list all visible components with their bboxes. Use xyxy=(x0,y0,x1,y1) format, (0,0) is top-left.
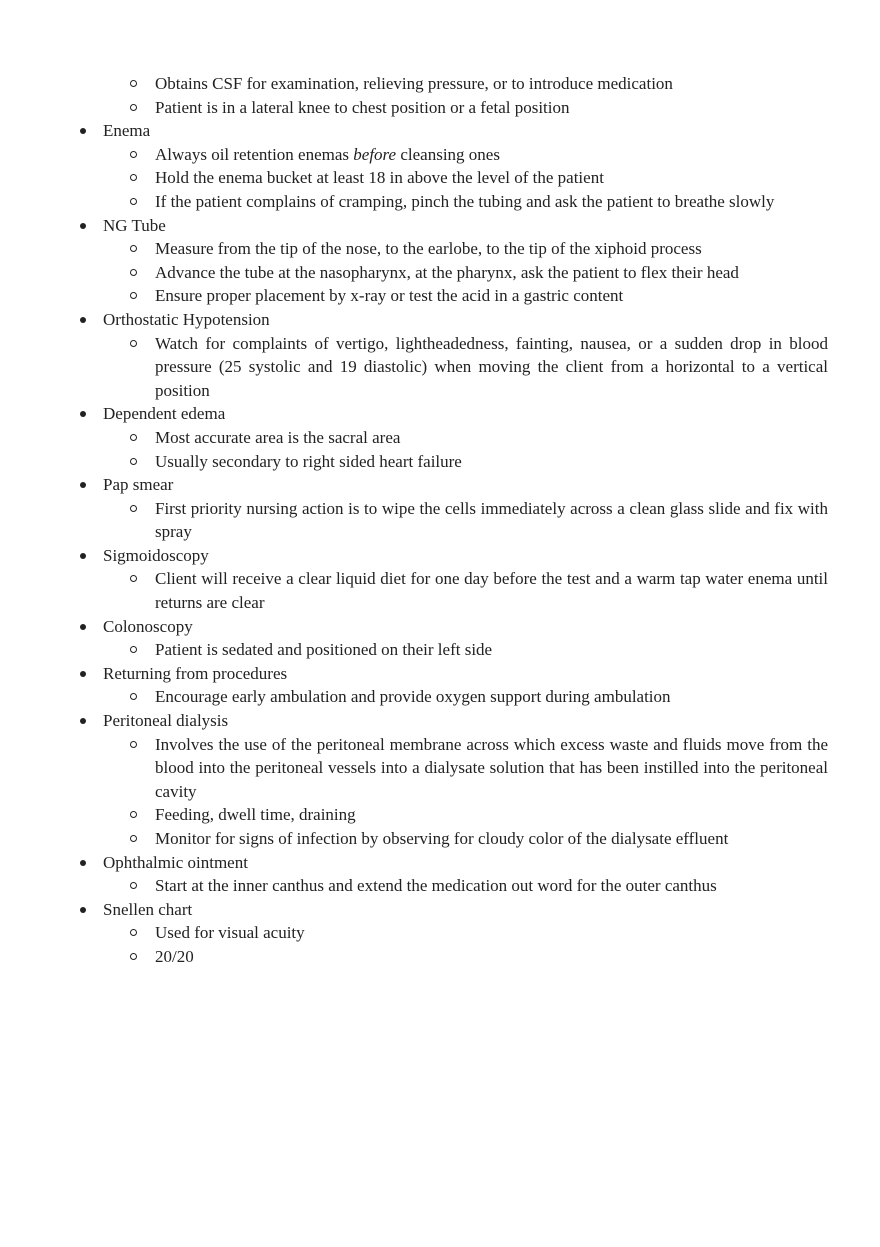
topic-title: Snellen chart xyxy=(0,898,880,922)
topic-title: Sigmoidoscopy xyxy=(0,544,880,568)
sub-bullet-item: Client will receive a clear liquid diet for one day before the test and a warm tap water enema until returns are clear xyxy=(0,567,880,614)
sub-bullet-item: Start at the inner canthus and extend the medication out word for the outer canthus xyxy=(0,874,880,898)
topic-title: Colonoscopy xyxy=(0,615,880,639)
sub-bullet-item: Measure from the tip of the nose, to the earlobe, to the tip of the xiphoid process xyxy=(0,237,880,261)
sub-bullet-item: Encourage early ambulation and provide oxygen support during ambulation xyxy=(0,685,880,709)
topic-title: Pap smear xyxy=(0,473,880,497)
topic-ophthalmic-ointment xyxy=(0,851,880,898)
sub-bullet-item: Usually secondary to right sided heart failure xyxy=(0,450,880,474)
notes-page xyxy=(0,72,880,969)
topic-title: Ophthalmic ointment xyxy=(0,851,880,875)
sub-bullet-item: Hold the enema bucket at least 18 in above the level of the patient xyxy=(0,166,880,190)
topic-colonoscopy xyxy=(0,615,880,662)
topic-title: Returning from procedures xyxy=(0,662,880,686)
sub-bullet-item: Watch for complaints of vertigo, lightheadedness, fainting, nausea, or a sudden drop in blood pressure (25 systolic and 19 diastolic) when moving the client from a horizontal to a vertical position xyxy=(0,332,880,403)
topic-list xyxy=(0,119,880,968)
sub-bullet-item: Feeding, dwell time, draining xyxy=(0,803,880,827)
sub-bullet-item: Used for visual acuity xyxy=(0,921,880,945)
topic-returning-from-procedures xyxy=(0,662,880,709)
sub-bullet-item xyxy=(0,143,880,167)
topic-title: Peritoneal dialysis xyxy=(0,709,880,733)
topic-pap-smear xyxy=(0,473,880,544)
topic-title: Orthostatic Hypotension xyxy=(0,308,880,332)
sub-bullet-item: First priority nursing action is to wipe the cells immediately across a clean glass slide and fix with spray xyxy=(0,497,880,544)
topic-title: Dependent edema xyxy=(0,402,880,426)
topic-title: NG Tube xyxy=(0,214,880,238)
text-segment: Always oil retention enemas xyxy=(155,144,354,164)
sub-bullet-item: Advance the tube at the nasopharynx, at the pharynx, ask the patient to flex their head xyxy=(0,261,880,285)
sub-bullet-item: Obtains CSF for examination, relieving pressure, or to introduce medication xyxy=(0,72,880,96)
italic-text: before xyxy=(353,144,397,164)
sub-bullet-item: Most accurate area is the sacral area xyxy=(0,426,880,450)
sub-bullet-item: 20/20 xyxy=(0,945,880,969)
topic-enema xyxy=(0,119,880,213)
text-segment: cleansing ones xyxy=(396,144,500,164)
topic-snellen-chart xyxy=(0,898,880,969)
topic-orthostatic-hypotension xyxy=(0,308,880,402)
sub-bullet-item: Patient is sedated and positioned on their left side xyxy=(0,638,880,662)
topic-peritoneal-dialysis xyxy=(0,709,880,851)
sub-bullet-item: Monitor for signs of infection by observing for cloudy color of the dialysate effluent xyxy=(0,827,880,851)
sub-bullet-item: If the patient complains of cramping, pinch the tubing and ask the patient to breathe slowly xyxy=(0,190,880,214)
sub-bullet-item: Involves the use of the peritoneal membrane across which excess waste and fluids move from the blood into the peritoneal vessels into a dialysate solution that has been instilled into the peritoneal cavity xyxy=(0,733,880,804)
topic-ng-tube xyxy=(0,214,880,308)
sub-bullet-item: Ensure proper placement by x-ray or test the acid in a gastric content xyxy=(0,284,880,308)
topic-title: Enema xyxy=(0,119,880,143)
topic-sigmoidoscopy xyxy=(0,544,880,615)
intro-sublist xyxy=(0,72,880,119)
sub-bullet-item: Patient is in a lateral knee to chest position or a fetal position xyxy=(0,96,880,120)
topic-dependent-edema xyxy=(0,402,880,473)
